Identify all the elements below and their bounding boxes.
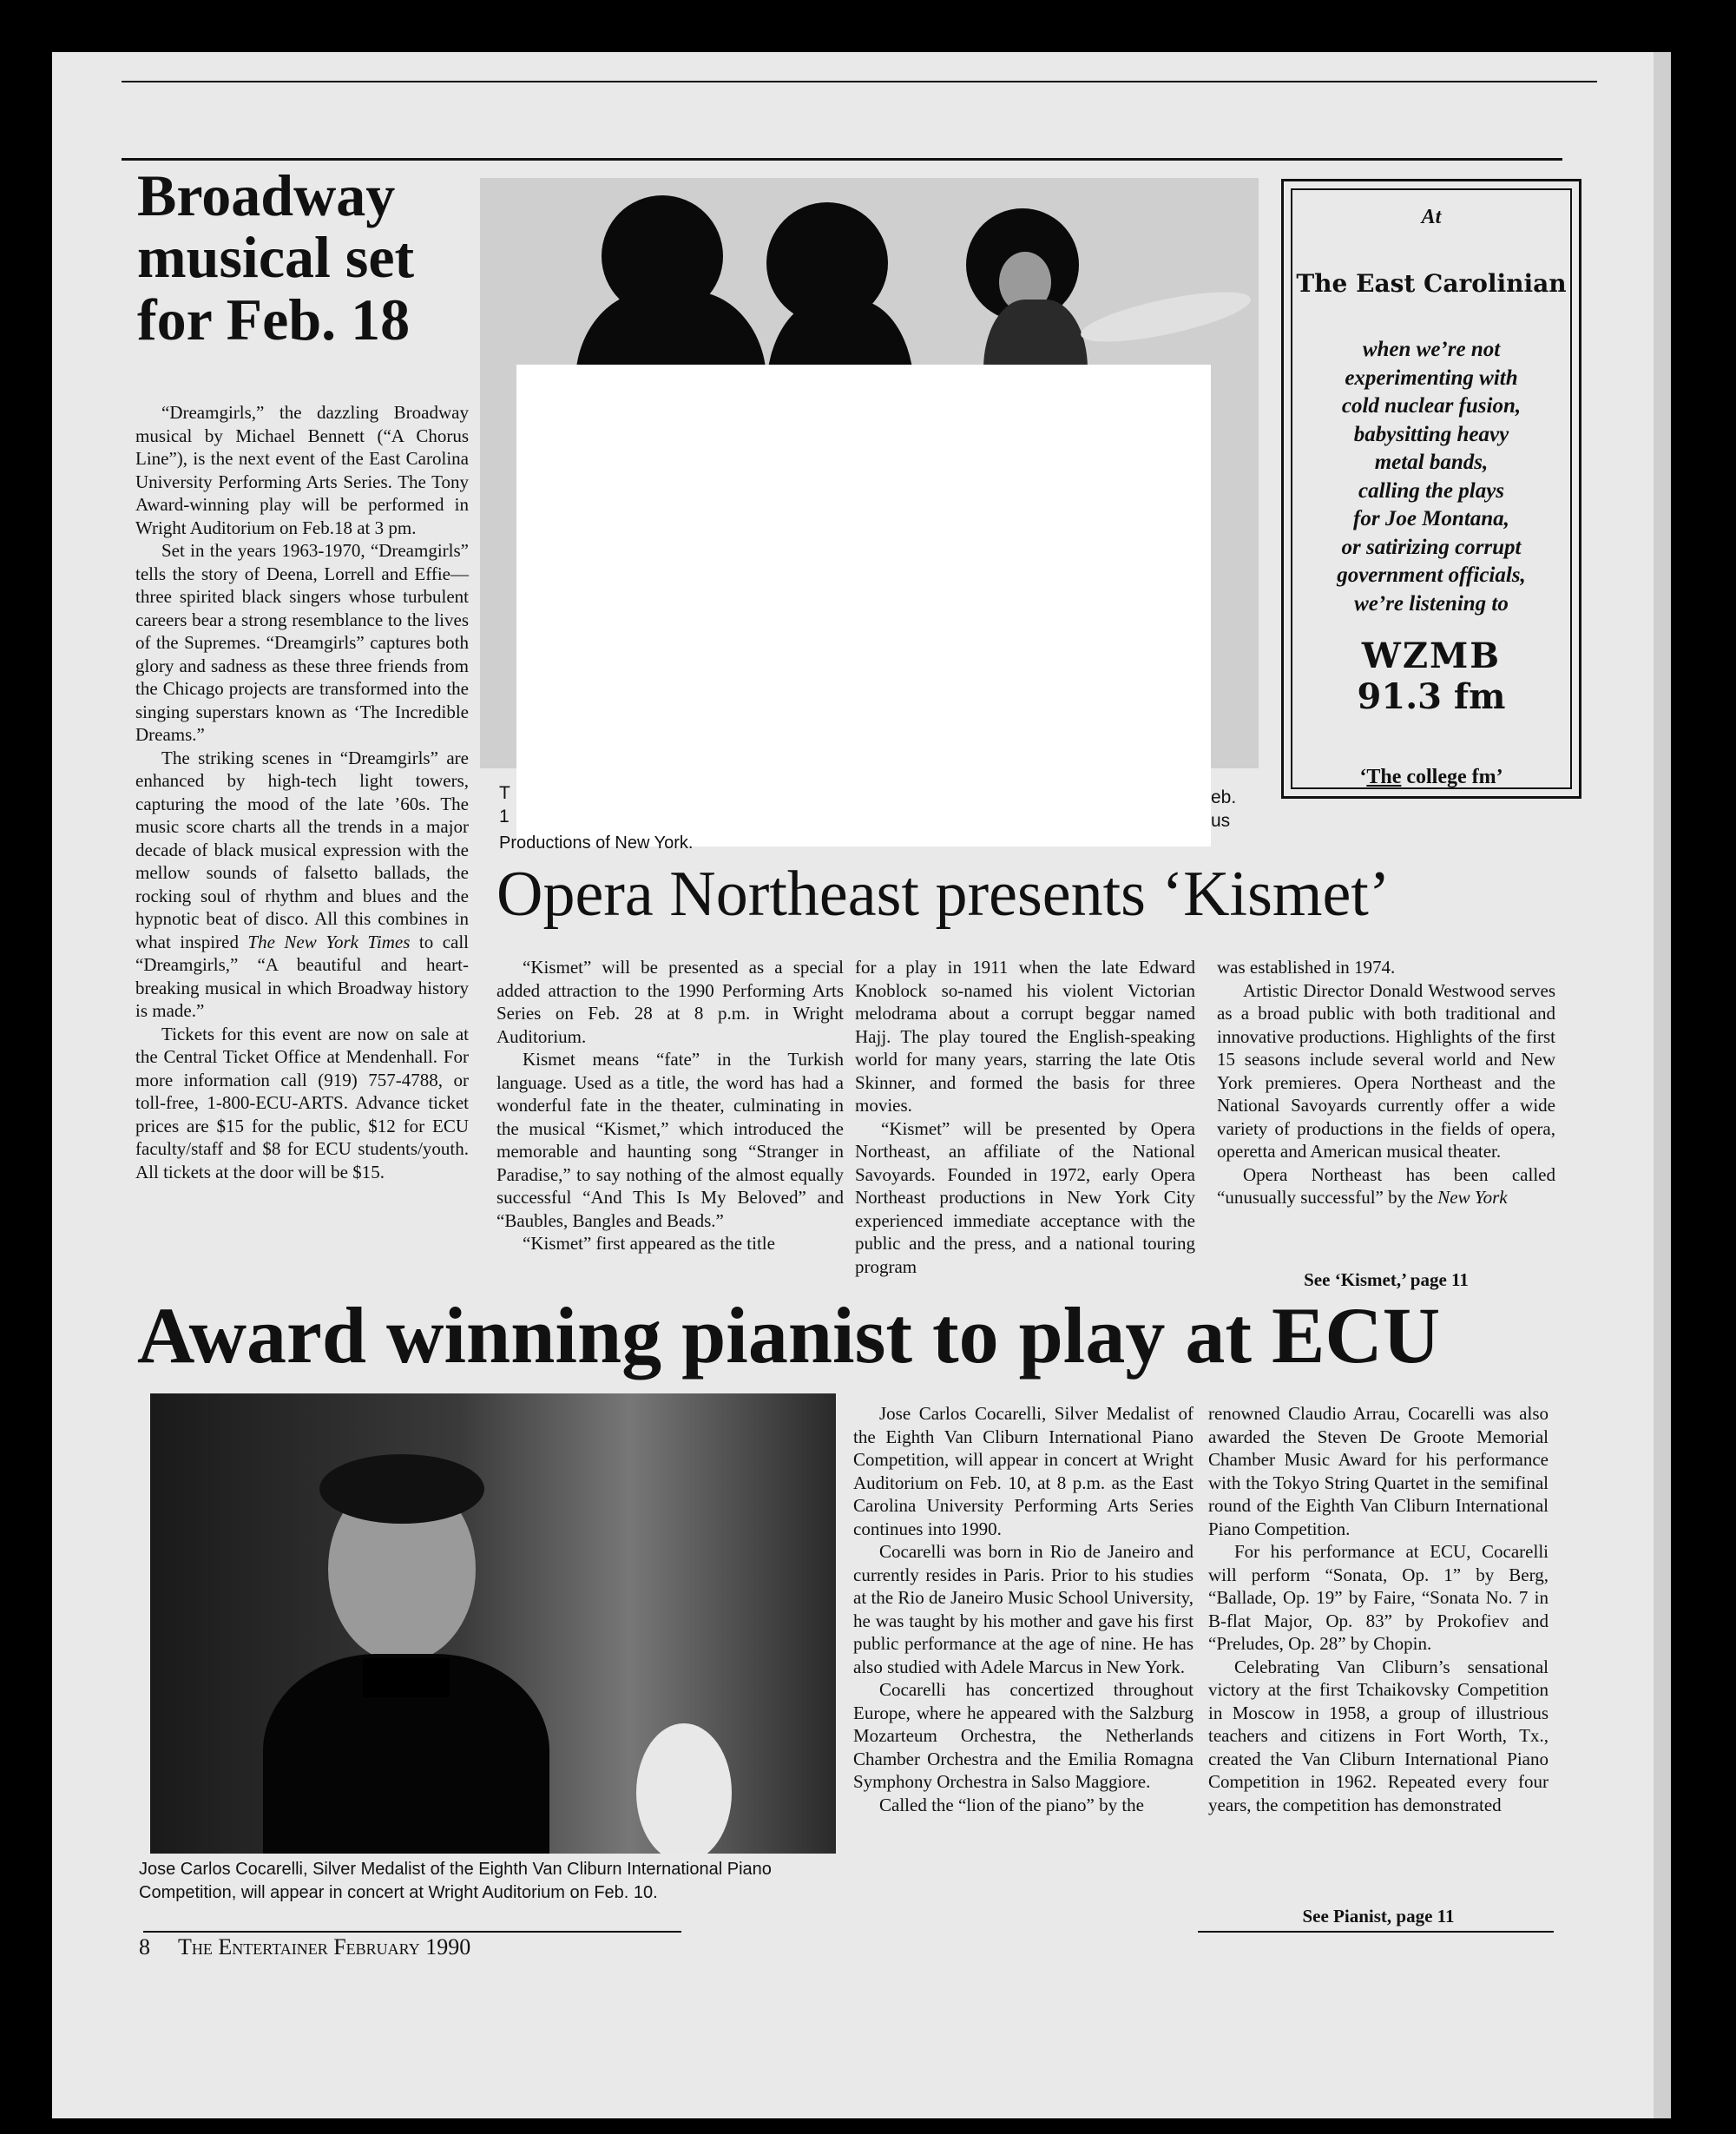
pianist-photo-caption: Jose Carlos Cocarelli, Silver Medalist of the Eighth Van Cliburn International Piano Competition, will appear in concert at Wright Auditorium on Feb. 10. xyxy=(139,1860,772,1902)
kismet-column-2 xyxy=(855,956,1195,1278)
pianist-headline: Award winning pianist to play at ECU xyxy=(137,1291,1441,1380)
dreamgirls-paragraph-text: The striking scenes in “Dreamgirls” are enhanced by high-tech light towers, capturing the mood of the late ’60s. The music score charts all the trends in a major decade of black musical expression with the mellow sounds of falsetto ballads, the rocking soul of rhythm and blues and the hypnotic beat of disco. All this combines in what inspired xyxy=(135,747,469,952)
pianist-hair xyxy=(319,1454,484,1524)
station-frequency: 91.3 fm xyxy=(1357,676,1506,717)
blank-overlay-box xyxy=(516,365,1211,846)
radio-ad-inner-border xyxy=(1291,188,1572,789)
ad-line: we’re listening to xyxy=(1354,591,1509,616)
kismet-column-1 xyxy=(496,956,844,1255)
kismet-jump-line: See ‘Kismet,’ page 11 xyxy=(1304,1269,1469,1290)
kismet-paragraph: “Kismet” will be presented by Opera Northeast, an affiliate of the National Savoyards. Founded in 1972, early Opera Northeast productions in New York City experienced immediate acceptance with the public and the press, and a national touring program xyxy=(855,1117,1195,1277)
tagline-underlined: The xyxy=(1366,766,1402,788)
ad-line: for Joe Montana, xyxy=(1353,507,1509,530)
publication-logo: The East Carolinian xyxy=(1296,269,1567,298)
pianist-column-2 xyxy=(1208,1402,1549,1816)
ad-at: At xyxy=(1421,206,1442,228)
kismet-paragraph-text: Opera Northeast has been called “unusually successful” by the xyxy=(1217,1163,1555,1208)
pianist-paragraph: Cocarelli has concertized throughout Europe, where he appeared with the Salzburg Mozarteum Orchestra, the Netherlands Chamber Orchestra and the Emilia Romagna Symphony Orchestra in Salso Maggiore. xyxy=(853,1679,1194,1792)
kismet-column-3 xyxy=(1217,956,1555,1209)
footer-rule-right xyxy=(1198,1931,1554,1933)
header-rule xyxy=(122,158,1562,161)
dreamgirls-paragraph: “Dreamgirls,” the dazzling Broadway musical by Michael Bennett (“A Chorus Line”), is the next event of the East Carolina University Performing Arts Series. The Tony Award-winning play will be performed in Wright Auditorium on Feb.18 at 3 pm. xyxy=(135,402,469,538)
ad-line: babysitting heavy xyxy=(1353,422,1509,446)
kismet-paragraph: “Kismet” will be presented as a special added attraction to the 1990 Performing Arts Series on Feb. 28 at 8 p.m. in Wright Auditorium. xyxy=(496,957,844,1047)
top-rule xyxy=(122,81,1597,82)
bow-tie xyxy=(363,1658,450,1697)
station-call-letters: WZMB xyxy=(1361,636,1502,676)
ad-tagline xyxy=(1292,766,1570,789)
tagline-text: college fm’ xyxy=(1401,766,1503,788)
pianist-paragraph: renowned Claudio Arrau, Cocarelli was also awarded the Steven De Groote Memorial Chamber Music Award for his performance with the Tokyo String Quartet in the semifinal round of the Eighth Van Cliburn International Piano Competition. xyxy=(1208,1403,1549,1539)
statue-bust xyxy=(636,1723,732,1854)
pianist-paragraph: Jose Carlos Cocarelli, Silver Medalist of the Eighth Van Cliburn International Piano Competition, will appear in concert at Wright Auditorium on Feb. 10, at 8 p.m. as the East Carolina University Performing Arts Series continues into 1990. xyxy=(853,1403,1194,1539)
ad-line: calling the plays xyxy=(1358,478,1505,503)
ad-line: government officials, xyxy=(1337,563,1526,587)
dreamgirls-paragraph: Tickets for this event are now on sale at the Central Ticket Office at Mendenhall. For more information call (919) 757-4788, or toll-free, 1-800-ECU-ARTS. Advance ticket prices are $15 for the public, $12 for ECU faculty/staff and $8 for ECU students/youth. All tickets at the door will be $15. xyxy=(135,1023,469,1182)
radio-ad-box xyxy=(1281,179,1581,799)
dreamgirls-headline: Broadway musical set for Feb. 18 xyxy=(137,162,415,352)
page-number: 8 xyxy=(139,1934,150,1959)
ad-line: cold nuclear fusion, xyxy=(1341,394,1522,418)
ad-line: experimenting with xyxy=(1345,366,1518,390)
ad-line: when we’re not xyxy=(1362,338,1501,361)
dreamgirls-paragraph-text: to call “Dreamgirls,” “A beautiful and heart-breaking musical in which Broadway history is made.” xyxy=(135,931,469,1021)
pianist-paragraph: Cocarelli was born in Rio de Janeiro and currently resides in Paris. Prior to his studies at the Rio de Janeiro Music School University, he was taught by his mother and gave his first public performance at the age of nine. He has also studied with Adele Marcus in New York. xyxy=(853,1541,1194,1677)
pianist-jump-line: See Pianist, page 11 xyxy=(1302,1906,1455,1927)
dreamgirls-paragraph: Set in the years 1963-1970, “Dreamgirls” tells the story of Deena, Lorrell and Effie—three spirited black singers whose turbulent careers bear a strong resemblance to the lives of the Supremes. “Dreamgirls” captures both glory and sadness as these three friends from the Chicago projects are transformed into the singing superstars known as ‘The Incredible Dreams.” xyxy=(135,540,469,745)
caption-fragment: T xyxy=(499,783,510,803)
kismet-paragraph: Kismet means “fate” in the Turkish language. Used as a title, the word has had a wonderful fate in the theater, culminating in the musical “Kismet,” which introduced the memorable and haunting song “Stranger in Paradise,” to say nothing of the almost equally successful “And This Is My Beloved” and “Baubles, Bangles and Beads.” xyxy=(496,1049,844,1231)
dreamgirls-article-body xyxy=(135,401,469,1183)
kismet-paragraph: for a play in 1911 when the late Edward Knoblock so-named his violent Victorian melodrama about a corrupt beggar named Hajj. The play toured the English-speaking world for many years, starring the late Otis Skinner, and formed the basis for three movies. xyxy=(855,957,1195,1116)
kismet-headline: Opera Northeast presents ‘Kismet’ xyxy=(496,859,1391,930)
pianist-paragraph: Called the “lion of the piano” by the xyxy=(879,1794,1144,1815)
ad-line: or satirizing corrupt xyxy=(1341,535,1522,559)
caption-fragment: us xyxy=(1211,811,1231,831)
pianist-column-1 xyxy=(853,1402,1194,1816)
footer-rule-left xyxy=(143,1931,681,1933)
tagline-quote: ‘ xyxy=(1359,766,1367,788)
pianist-paragraph: For his performance at ECU, Cocarelli will perform “Sonata, Op. 1” by Berg, “Ballade, Op. 19” by Faire, “Sonata No. 7 in B-flat Major, Op. 83” by Prokofiev and “Preludes, Op. 28” by Chopin. xyxy=(1208,1541,1549,1654)
caption-fragment: Productions of New York. xyxy=(499,833,694,853)
kismet-paragraph: was established in 1974. xyxy=(1217,957,1396,978)
newspaper-name: The New York Times xyxy=(247,931,411,952)
ad-line: metal bands, xyxy=(1374,451,1489,474)
caption-fragment: eb. xyxy=(1211,787,1237,807)
kismet-paragraph xyxy=(1217,1163,1555,1209)
singer-arm xyxy=(1077,282,1254,352)
kismet-paragraph: “Kismet” first appeared as the title xyxy=(523,1233,775,1254)
caption-fragment: 1 xyxy=(499,807,510,827)
dreamgirls-paragraph xyxy=(135,747,469,1023)
kismet-paragraph: Artistic Director Donald Westwood serves as a broad public with both traditional and innovative productions. Highlights of the first 15 seasons include several world and New York premieres. Opera Northeast and the National Savoyards currently offer a wide variety of productions in the fields of opera, operetta and American musical theater. xyxy=(1217,979,1555,1162)
newspaper-name: New York xyxy=(1437,1187,1508,1208)
footer-title: The Entertainer February 1990 xyxy=(178,1934,471,1959)
pianist-photo xyxy=(150,1393,836,1854)
pianist-paragraph: Celebrating Van Cliburn’s sensational victory at the first Tchaikovsky Competition in Moscow in 1958, a group of illustrious teachers and citizens in Fort Worth, Tx., created the Van Cliburn International Piano Competition in 1962. Repeated every four years, the competition has demonstrated xyxy=(1208,1656,1549,1815)
ad-message xyxy=(1292,336,1570,618)
page-edge xyxy=(1654,52,1671,2118)
